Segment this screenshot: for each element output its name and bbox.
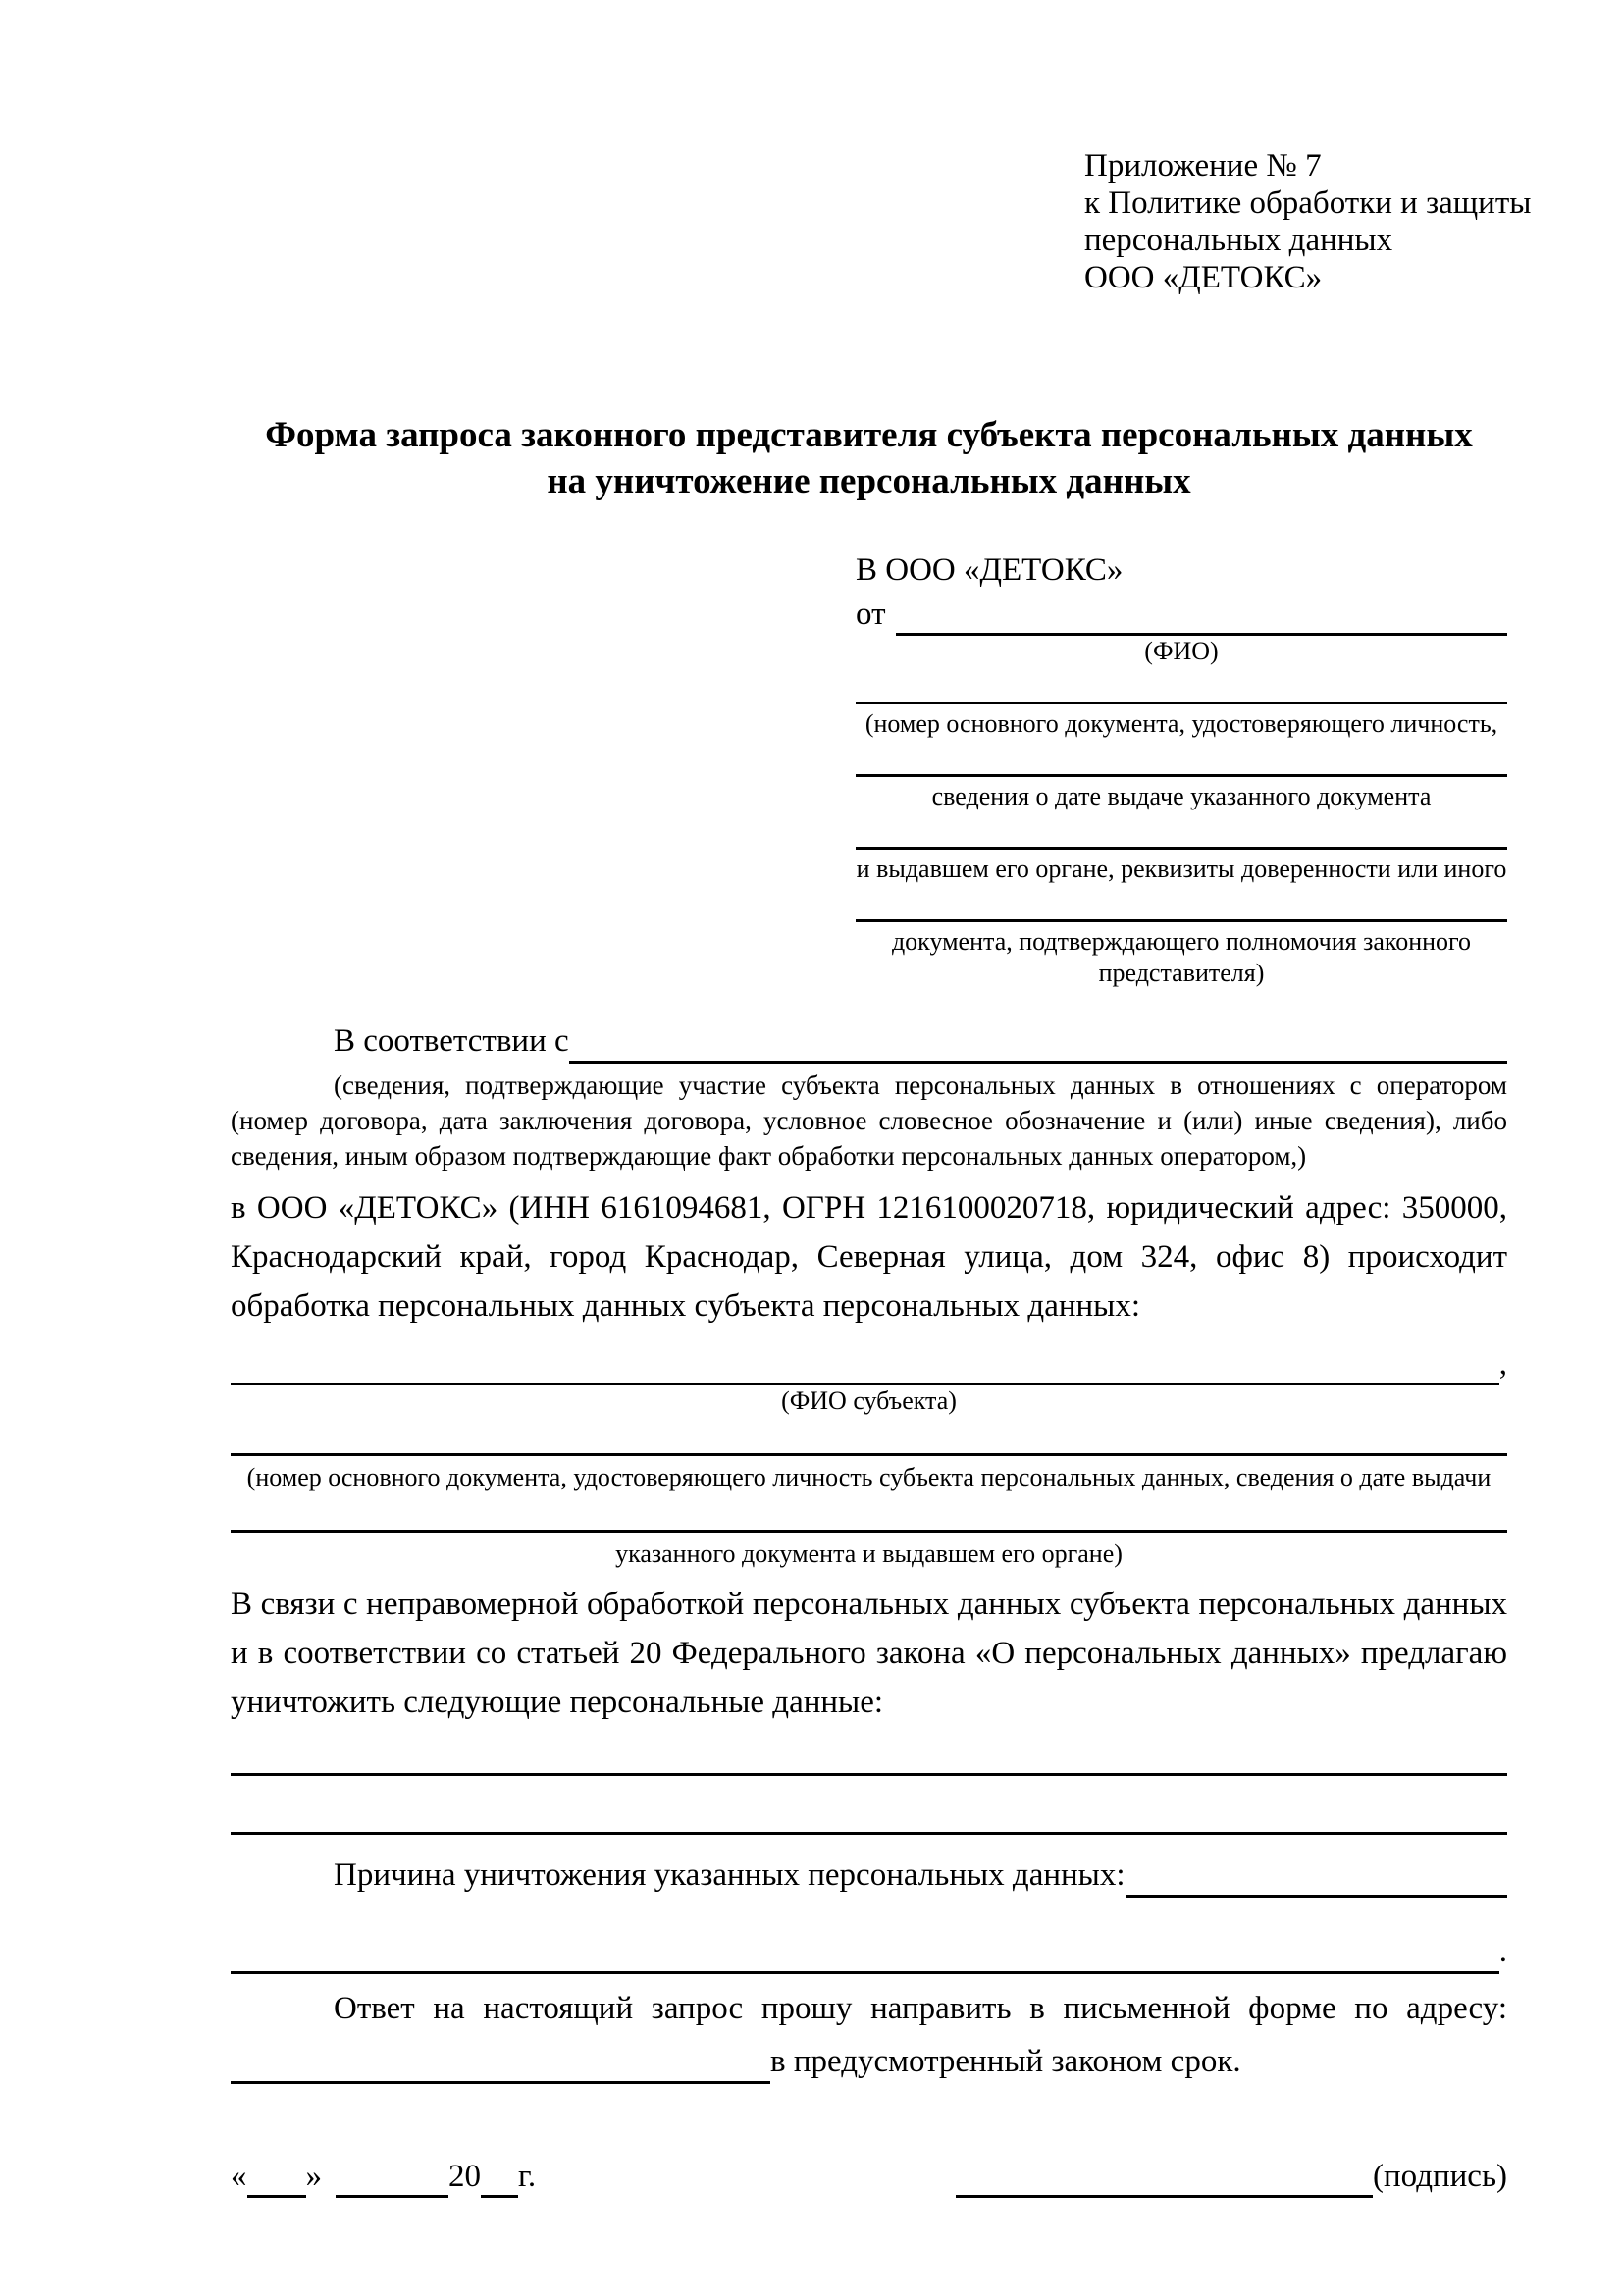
date-close-quote: » xyxy=(305,2159,322,2194)
rep-doc-caption-3: и выдавшем его органе, реквизиты доверенности или иного xyxy=(856,855,1507,883)
subject-doc-field-1[interactable] xyxy=(231,1452,1507,1456)
date-month-field[interactable] xyxy=(336,2189,448,2198)
signature-caption: (подпись) xyxy=(1373,2159,1507,2194)
signature-row xyxy=(231,2155,1507,2198)
appendix-header xyxy=(1084,147,1532,296)
form-title xyxy=(231,412,1507,504)
addressee-block xyxy=(856,548,1507,989)
rep-doc-field-2[interactable] xyxy=(856,773,1507,777)
destroy-paragraph: В связи с неправомерной обработкой персональных данных субъекта персональных данных и в соответствии со статьей 20 Федерального закона «О персональных данных» предлагаю уничтожить следующие персональные данные: xyxy=(231,1587,1507,1720)
rep-doc-caption-4: документа, подтверждающего полномочия законного представителя) xyxy=(891,927,1472,987)
form-title-line-1: Форма запроса законного представителя субъекта персональных данных xyxy=(265,415,1473,455)
subject-doc-caption-2: указанного документа и выдавшем его органе) xyxy=(615,1539,1123,1568)
addressee-to: В ООО «ДЕТОКС» xyxy=(856,552,1124,588)
operator-paragraph: в ООО «ДЕТОКС» (ИНН 6161094681, ОГРН 1216100020718, юридический адрес: 350000, Краснодарский край, город Краснодар, Северная улица, дом 324, офис 8) происходит обработка персональных данных субъекта персональных данных: xyxy=(231,1190,1507,1324)
form-title-line-2: на уничтожение персональных данных xyxy=(547,461,1191,501)
reason-label: Причина уничтожения указанных персональных данных: xyxy=(334,1857,1126,1893)
subject-doc-field-2[interactable] xyxy=(231,1529,1507,1533)
rep-doc-field-1[interactable] xyxy=(856,701,1507,704)
from-label: от xyxy=(856,597,886,632)
date-day-field[interactable] xyxy=(247,2189,306,2198)
date-year-prefix: 20 xyxy=(448,2159,481,2194)
trailing-period: . xyxy=(1498,1934,1507,1969)
rep-fio-field[interactable] xyxy=(896,627,1508,636)
date-open-quote: « xyxy=(231,2159,247,2194)
subject-doc-group-1 xyxy=(231,1452,1507,1493)
date-group xyxy=(231,2155,536,2198)
reason-continuation-row xyxy=(231,1929,1507,1974)
reply-paragraph: Ответ на настоящий запрос прошу направить в письменной форме по адресу: xyxy=(334,1991,1507,2026)
signature-field[interactable] xyxy=(956,2189,1373,2198)
rep-doc-group-2 xyxy=(856,773,1507,812)
appendix-header-line: к Политике обработки и защиты xyxy=(1084,185,1532,221)
signature-group xyxy=(956,2155,1507,2198)
reason-field-2[interactable] xyxy=(231,1965,1499,1974)
rep-doc-group-3 xyxy=(856,846,1507,885)
appendix-header-line: Приложение № 7 xyxy=(1084,148,1322,183)
appendix-header-line: ООО «ДЕТОКС» xyxy=(1084,260,1323,295)
reply-address-field[interactable] xyxy=(231,2075,770,2084)
accordance-caption: (сведения, подтверждающие участие субъекта персональных данных в отношениях с оператором (номер договора, дата заключения договора, условное словесное обозначение и (или) иные сведения), либо сведения, иным образом подтверждающие факт обработки персональных данных оператором,) xyxy=(231,1070,1507,1171)
reply-tail-text: в предусмотренный законом срок. xyxy=(770,2044,1241,2079)
reason-row xyxy=(231,1852,1507,1898)
subject-fio-row xyxy=(231,1342,1507,1385)
rep-fio-caption: (ФИО) xyxy=(1144,637,1219,665)
reason-field[interactable] xyxy=(1126,1889,1507,1898)
rep-doc-caption-2: сведения о дате выдаче указанного документа xyxy=(931,782,1432,810)
personal-data-field-1[interactable] xyxy=(231,1772,1507,1776)
representative-from-row xyxy=(856,593,1507,636)
trailing-comma: , xyxy=(1498,1346,1507,1382)
subject-doc-group-2 xyxy=(231,1529,1507,1570)
rep-doc-caption-1: (номер основного документа, удостоверяющего личность, xyxy=(864,709,1498,738)
subject-fio-field[interactable] xyxy=(231,1377,1499,1385)
subject-doc-caption-1: (номер основного документа, удостоверяющего личность субъекта персональных данных, сведения о дате выдачи xyxy=(246,1463,1492,1491)
appendix-header-line: персональных данных xyxy=(1084,223,1393,258)
rep-doc-field-3[interactable] xyxy=(856,846,1507,850)
personal-data-field-2[interactable] xyxy=(231,1831,1507,1835)
date-year-field[interactable] xyxy=(481,2189,518,2198)
rep-doc-field-4[interactable] xyxy=(856,918,1507,922)
subject-fio-caption: (ФИО субъекта) xyxy=(781,1386,957,1415)
accordance-row xyxy=(231,1018,1507,1064)
accordance-label: В соответствии с xyxy=(334,1023,569,1059)
accordance-field[interactable] xyxy=(569,1055,1507,1064)
date-year-suffix: г. xyxy=(518,2159,537,2194)
rep-doc-group-4 xyxy=(856,918,1507,989)
reply-address-row xyxy=(231,2039,1507,2084)
rep-doc-group-1 xyxy=(856,701,1507,740)
